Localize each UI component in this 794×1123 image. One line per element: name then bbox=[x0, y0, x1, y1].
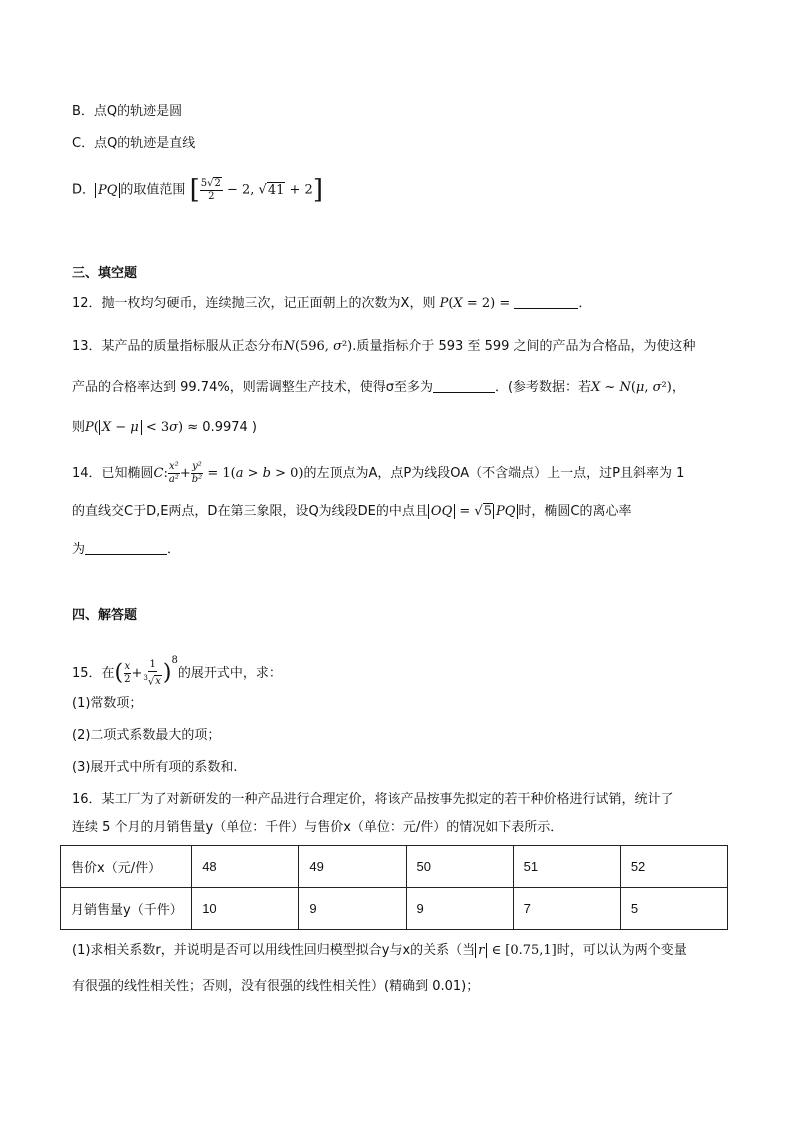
option-d-interval: [ bbox=[189, 175, 200, 205]
table-cell: 9 bbox=[299, 888, 406, 930]
question-16-line2: 连续 5 个月的月销售量y（单位：千件）与售价x（单位：元/件）的情况如下表所示． bbox=[72, 820, 564, 835]
q12-answer-blank[interactable] bbox=[514, 294, 578, 309]
question-13-line3: 则P( X − μ < 3σ) ≈ 0.9974 ) bbox=[72, 420, 257, 435]
table-cell: 52 bbox=[620, 846, 727, 888]
q13-prob-formula: P( X − μ < 3σ) bbox=[85, 420, 184, 435]
table-cell: 7 bbox=[513, 888, 620, 930]
table-cell: 51 bbox=[513, 846, 620, 888]
q13-normal: N(596, σ²) bbox=[283, 339, 353, 354]
option-d-abs: PQ bbox=[95, 183, 120, 198]
question-14-line2: 的直线交C于D,E两点，D在第三象限，设Q为线段DE的中点且 OQ = √5 PQ 时，椭圆C的离心率 bbox=[72, 504, 632, 519]
sales-table bbox=[60, 845, 728, 930]
q16-part1-line2: 有很强的线性相关性；否则，没有很强的线性相关性）(精确到 0.01)； bbox=[72, 979, 480, 994]
q13-answer-blank[interactable] bbox=[433, 378, 495, 393]
question-14-line3: 为 ． bbox=[72, 542, 181, 557]
option-d: D． PQ 的取值范围 [ $\frac{5√2}{2}$ − 2, √41 + 2] bbox=[72, 175, 323, 205]
q14-answer-blank[interactable] bbox=[85, 540, 167, 555]
q12-text: 12．抛一枚均匀硬币，连续抛三次，记正面朝上的次数为X，则 bbox=[72, 296, 436, 311]
table-cell: 9 bbox=[406, 888, 513, 930]
table-row-header: 月销售量y（千件） bbox=[61, 888, 192, 930]
section-title-fill: 三、填空题 bbox=[72, 266, 138, 281]
question-14-line1: 14．已知椭圆C: $\frac{\text{x²}}{\text{a²}}$ + $\frac{\text{y²}}{\text{b²}}$ = 1(a > b > 0)的左顶点为A，点P为线段OA（不含端点）上一点，过P且斜率为 1 bbox=[72, 461, 685, 485]
question-12: 12．抛一枚均匀硬币，连续抛三次，记正面朝上的次数为X，则 P(X = 2) = ． bbox=[72, 296, 592, 311]
option-c: C．点Q的轨迹是直线 bbox=[72, 136, 196, 151]
option-d-text: 的取值范围 bbox=[120, 182, 186, 198]
option-b: B．点Q的轨迹是圆 bbox=[72, 104, 183, 119]
q14-condition: OQ = √5 PQ bbox=[428, 503, 518, 519]
section-title-solve: 四、解答题 bbox=[72, 608, 138, 623]
question-15-line1: 15．在( $\frac{x}{2}$ + $\frac{1}{^3√x}$ )$^8$的展开式中，求： bbox=[72, 655, 282, 688]
table-row-header: 售价x（元/件） bbox=[61, 846, 192, 888]
question-16-line1: 16．某工厂为了对新研发的一种产品进行合理定价，将该产品按事先拟定的若干种价格进行试销，统计了 bbox=[72, 792, 674, 807]
q13-ref-formula: X ~ N(μ, σ²) bbox=[591, 380, 672, 395]
q15-part2: (2)二项式系数最大的项； bbox=[72, 728, 221, 743]
q15-part3: (3)展开式中所有项的系数和. bbox=[72, 760, 238, 775]
option-d-label: D． bbox=[72, 182, 96, 198]
q16-part1-line1: (1)求相关系数r，并说明是否可以用线性回归模型拟合y与x的关系（当 r ∈ [0.75,1]时，可以认为两个变量 bbox=[72, 943, 687, 958]
table-cell: 5 bbox=[620, 888, 727, 930]
table-row bbox=[61, 888, 728, 930]
option-d-fraction: $\frac{5√2}{2}$ bbox=[200, 177, 221, 202]
table-row bbox=[61, 846, 728, 888]
q15-binomial: ( bbox=[114, 660, 124, 686]
q15-part1: (1)常数项； bbox=[72, 696, 143, 711]
question-13-line2: 产品的合格率达到 99.74%，则需调整生产技术，使得σ至多为 ．(参考数据：若X ~ N(μ, σ²)， bbox=[72, 380, 685, 395]
table-cell: 10 bbox=[192, 888, 299, 930]
table-cell: 50 bbox=[406, 846, 513, 888]
q14-ellipse: C: bbox=[153, 466, 168, 481]
q12-formula: P(X = 2) = bbox=[439, 296, 511, 311]
table-cell: 49 bbox=[299, 846, 406, 888]
table-cell: 48 bbox=[192, 846, 299, 888]
q16-range: r ∈ [0.75,1] bbox=[475, 943, 557, 958]
option-d-interval-rest: − 2, √41 + 2 bbox=[222, 182, 313, 198]
question-13-line1: 13．某产品的质量指标服从正态分布N(596, σ²).质量指标介于 593 至 599 之间的产品为合格品，为使这种 bbox=[72, 339, 696, 354]
